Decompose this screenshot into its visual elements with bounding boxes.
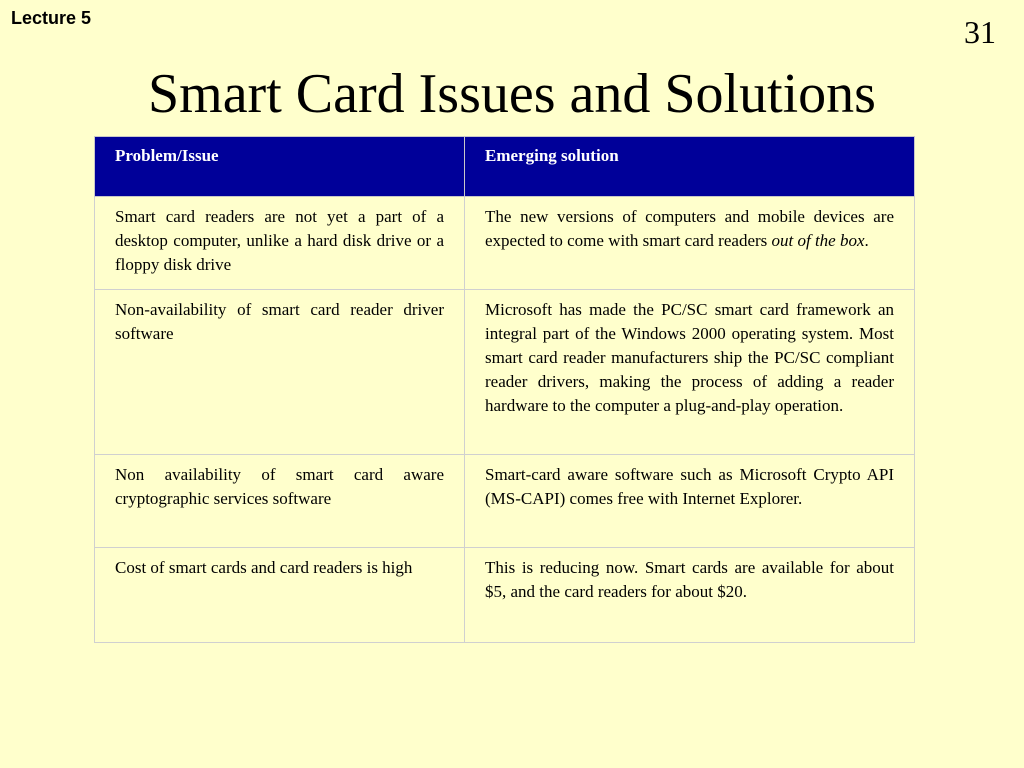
table-row xyxy=(95,548,915,643)
solution-text: Microsoft has made the PC/SC smart card framework an integral part of the Windows 2000 operating system. Most smart card reader manufacturers ship the PC/SC compliant reader drivers, making the process of adding a reader hardware to the computer a plug-and-play operation. xyxy=(485,300,894,415)
column-header-problem: Problem/Issue xyxy=(95,137,465,197)
problem-cell xyxy=(95,455,465,548)
problem-text: Non availability of smart card aware cryptographic services software xyxy=(115,465,444,508)
table-row xyxy=(95,455,915,548)
page-number: 31 xyxy=(964,14,996,50)
solution-cell xyxy=(465,548,915,643)
problem-cell xyxy=(95,290,465,455)
solution-text: Smart-card aware software such as Microsoft Crypto API (MS-CAPI) comes free with Internet Explorer. xyxy=(485,465,894,508)
solution-text: This is reducing now. Smart cards are available for about $5, and the card readers for about $20. xyxy=(485,558,894,601)
table-row xyxy=(95,197,915,290)
problem-text: Smart card readers are not yet a part of a desktop computer, unlike a hard disk drive or a floppy disk drive xyxy=(115,207,444,274)
slide-title: Smart Card Issues and Solutions xyxy=(148,63,876,125)
solution-text-tail: . xyxy=(864,231,869,250)
problem-cell xyxy=(95,197,465,290)
problem-text: Non-availability of smart card reader driver software xyxy=(115,300,444,343)
solution-cell xyxy=(465,290,915,455)
solution-text-main: The new versions of computers and mobile devices are expected to come with smart card readers xyxy=(485,207,894,250)
lecture-label: Lecture 5 xyxy=(11,8,92,28)
solution-text xyxy=(485,205,894,253)
problem-cell xyxy=(95,548,465,643)
issues-table xyxy=(94,136,915,643)
problem-text: Cost of smart cards and card readers is high xyxy=(115,558,413,577)
solution-cell xyxy=(465,197,915,290)
table-header-row xyxy=(95,137,915,197)
column-header-solution: Emerging solution xyxy=(465,137,915,197)
table-row xyxy=(95,290,915,455)
solution-cell xyxy=(465,455,915,548)
solution-text-emphasis: out of the box xyxy=(771,231,865,250)
